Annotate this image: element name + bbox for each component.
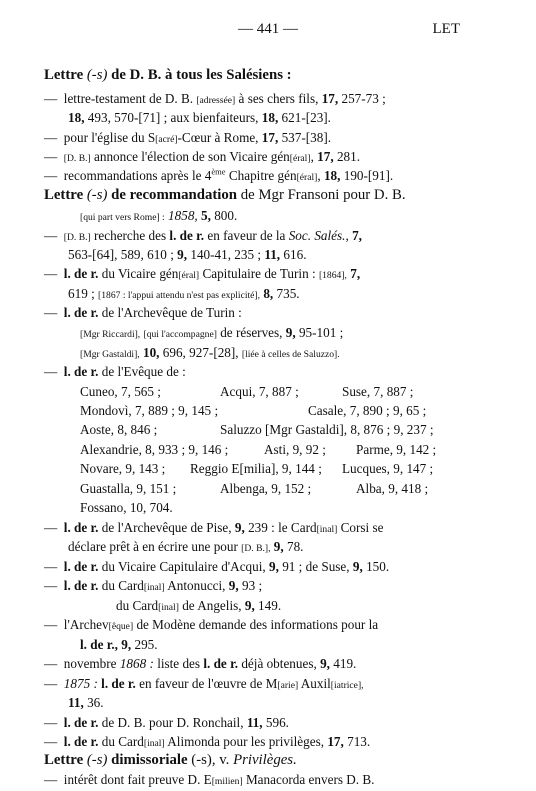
index-line: — l. de r. du Vicaire Capitulaire d'Acqui, 9, 91 ; de Suse, 9, 150. [44, 559, 390, 574]
city-ref: Albenga, 9, 152 ; [220, 481, 312, 496]
index-line: — l. de r. de l'Archevêque de Pise, 9, 239 : le Card[inal] Corsi se [44, 520, 384, 535]
city-ref: Lucques, 9, 147 ; [342, 461, 434, 476]
city-ref: Alexandrie, 8, 933 ; 9, 146 ; [80, 442, 229, 457]
index-line: — l. de r. du Vicaire gén[éral] Capitulaire de Turin : [1864], 7, [44, 266, 361, 281]
city-ref: Asti, 9, 92 ; [264, 442, 326, 457]
index-line: — intérêt dont fait preuve D. E[milien] Manacorda envers D. B. [44, 772, 375, 787]
city-ref: Aoste, 8, 846 ; [80, 422, 158, 437]
index-line: — 1875 : l. de r. en faveur de l'œuvre de M[arie] Auxil[iatrice], [44, 676, 364, 691]
page-number: — 441 — [238, 21, 298, 37]
index-line: [Mgr Gastaldi], 10, 696, 927-[28], [liée à celles de Saluzzo]. [80, 345, 340, 360]
index-line: — [D. B.] annonce l'élection de son Vicaire gén[éral], 17, 281. [44, 149, 361, 164]
page-header [0, 21, 536, 43]
index-line: — lettre-testament de D. B. [adressée] à ses chers fils, 17, 257-73 ; [44, 91, 386, 106]
index-line: — [D. B.] recherche des l. de r. en faveur de la Soc. Salés., 7, [44, 228, 362, 243]
city-ref: Mondovì, 7, 889 ; 9, 145 ; [80, 403, 219, 418]
index-line: — l. de r. de l'Evêque de : [44, 364, 186, 379]
index-line: — l. de r. du Card[inal] Antonucci, 9, 93 ; [44, 578, 263, 593]
index-line: 563-[64], 589, 610 ; 9, 140-41, 235 ; 11, 616. [68, 247, 307, 262]
index-line: l. de r., 9, 295. [80, 637, 158, 652]
index-line: [qui part vers Rome] : 1858, 5, 800. [80, 208, 238, 223]
city-ref: Reggio E[milia], 9, 144 ; [190, 461, 322, 476]
index-line: — novembre 1868 : liste des l. de r. déjà obtenues, 9, 419. [44, 656, 357, 671]
index-line: — pour l'église du S[acré]-Cœur à Rome, 17, 537-[38]. [44, 130, 332, 145]
city-ref: Saluzzo [Mgr Gastaldi], 8, 876 ; 9, 237 ; [220, 422, 434, 437]
index-line: 11, 36. [68, 695, 104, 710]
index-line: — l'Archev[êque] de Modène demande des informations pour la [44, 617, 379, 632]
city-ref: Alba, 9, 418 ; [356, 481, 429, 496]
city-ref: Novare, 9, 143 ; [80, 461, 166, 476]
entry-heading-lettre-salesiens: Lettre (-s) de D. B. à tous les Salésiens : [44, 67, 292, 83]
index-line: déclare prêt à en écrire une pour [D. B.], 9, 78. [68, 539, 304, 554]
index-line: — l. de r. du Card[inal] Alimonda pour les privilèges, 17, 713. [44, 734, 371, 749]
index-line: — l. de r. de l'Archevêque de Turin : [44, 305, 242, 320]
index-line: 619 ; [1867 : l'appui attendu n'est pas explicité], 8, 735. [68, 286, 300, 301]
city-ref: Cuneo, 7, 565 ; [80, 384, 161, 399]
city-ref: Guastalla, 9, 151 ; [80, 481, 177, 496]
entry-heading-lettre-recommandation: Lettre (-s) de recommandation de Mgr Fransoni pour D. B. [44, 187, 406, 203]
index-line: du Card[inal] de Angelis, 9, 149. [116, 598, 282, 613]
index-line: — l. de r. de D. B. pour D. Ronchail, 11, 596. [44, 715, 289, 730]
index-line: [Mgr Riccardi], [qui l'accompagne] de réserves, 9, 95-101 ; [80, 325, 344, 340]
city-ref: Casale, 7, 890 ; 9, 65 ; [308, 403, 427, 418]
index-line: 18, 493, 570-[71] ; aux bienfaiteurs, 18, 621-[23]. [68, 110, 331, 125]
running-head: LET [432, 21, 460, 37]
city-ref: Suse, 7, 887 ; [342, 384, 414, 399]
index-line: — recommandations après le 4ème Chapitre gén[éral], 18, 190-[91]. [44, 166, 394, 183]
city-ref: Parme, 9, 142 ; [356, 442, 437, 457]
city-ref: Fossano, 10, 704. [80, 500, 173, 515]
city-ref: Acqui, 7, 887 ; [220, 384, 299, 399]
entry-heading-lettre-dimissoriale: Lettre (-s) dimissoriale (-s), v. Privilèges. [44, 752, 297, 768]
